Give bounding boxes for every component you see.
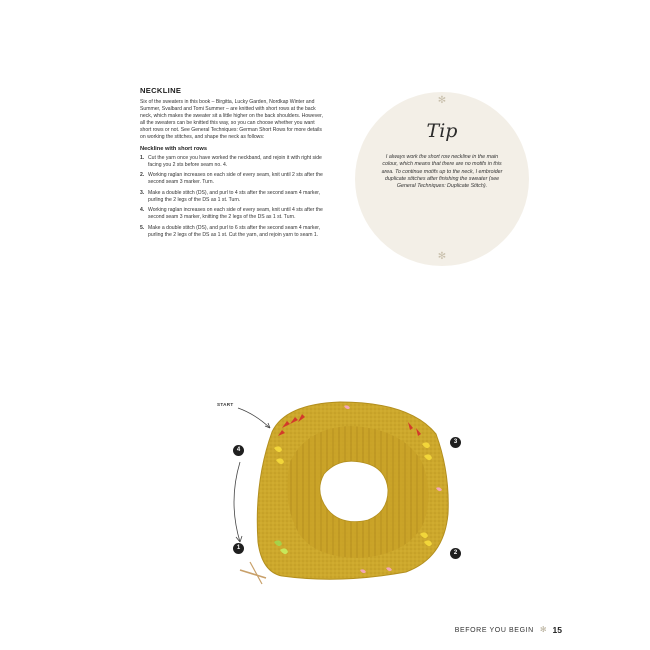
tip-title: Tip bbox=[426, 120, 458, 142]
step-item bbox=[140, 207, 326, 221]
intro-paragraph: Six of the sweaters in this book – Birgitta, Lucky Garden, Nordkap Winter and Summer, Svalbard and Tomi Summer – are knitted with short rows at the back neck, which makes the sweater sit a little higher on the back shoulders. However, all the sweaters can be knitted this way, so you can choose whether you want short rows or not. See General Techniques: German Short Rows for more details on working the stitches, and shape the neck as follows: bbox=[140, 99, 323, 140]
steps-list bbox=[140, 155, 326, 238]
seam-marker-1: 1 bbox=[233, 543, 244, 554]
direction-arrow bbox=[234, 462, 242, 542]
step-text: Make a double stitch (DS), and purl to 6 sts after the second seam 4 marker, purling the 2 legs of the DS as 1 st. Cut the yarn, and rejoin yarn to seam 1. bbox=[148, 224, 321, 238]
neck-opening bbox=[320, 461, 388, 521]
chapter-title: BEFORE YOU BEGIN bbox=[454, 626, 534, 634]
step-number: 1. bbox=[140, 155, 145, 161]
step-text: Cut the yarn once you have worked the neckband, and rejoin it with right side facing you 2 sts before seam no. 4. bbox=[148, 155, 322, 168]
seam-marker-2: 2 bbox=[450, 548, 461, 559]
seam-marker-3: 3 bbox=[450, 437, 461, 448]
seam-marker-4: 4 bbox=[233, 445, 244, 456]
tip-callout bbox=[355, 92, 529, 266]
start-arrow bbox=[238, 408, 270, 428]
step-text: Working raglan increases on each side of every seam, knit until 4 sts after the second seam 3 marker, knitting the 2 legs of the DS as 1 st. Turn. bbox=[148, 207, 323, 221]
step-number: 4. bbox=[140, 207, 145, 214]
knitting-needle bbox=[240, 570, 266, 578]
step-item bbox=[140, 225, 326, 239]
flower-ornament-icon: ✻ bbox=[437, 95, 447, 106]
start-label: START bbox=[217, 402, 234, 407]
knitting-photo bbox=[210, 392, 480, 587]
section-title: NECKLINE bbox=[140, 86, 182, 95]
page-footer bbox=[455, 625, 562, 635]
page-number: 15 bbox=[552, 625, 562, 635]
step-text: Make a double stitch (DS), and purl to 4 sts after the second seam 4 marker, purling the 2 legs of the DS as 1 st. Turn. bbox=[148, 189, 321, 203]
step-number: 2. bbox=[140, 172, 145, 179]
neckline-section bbox=[140, 86, 326, 242]
step-item bbox=[140, 190, 326, 204]
tip-text: I always work the short row neckline in the main colour, which means that there are no motifs in this area. To continue motifs up to the neck, I embroider duplicate stitches after finishing the sweater (see General Techniques: Duplicate Stitch). bbox=[381, 154, 503, 190]
step-text: Working raglan increases on each side of every seam, knit until 2 sts after the second seam 3 marker. Turn. bbox=[148, 172, 323, 186]
subheading: Neckline with short rows bbox=[140, 146, 208, 152]
step-number: 5. bbox=[140, 224, 145, 231]
flower-ornament-icon: ✻ bbox=[437, 251, 447, 262]
step-number: 3. bbox=[140, 189, 145, 196]
step-item bbox=[140, 172, 326, 186]
step-item bbox=[140, 155, 326, 169]
flower-ornament-icon: ✻ bbox=[539, 625, 547, 634]
